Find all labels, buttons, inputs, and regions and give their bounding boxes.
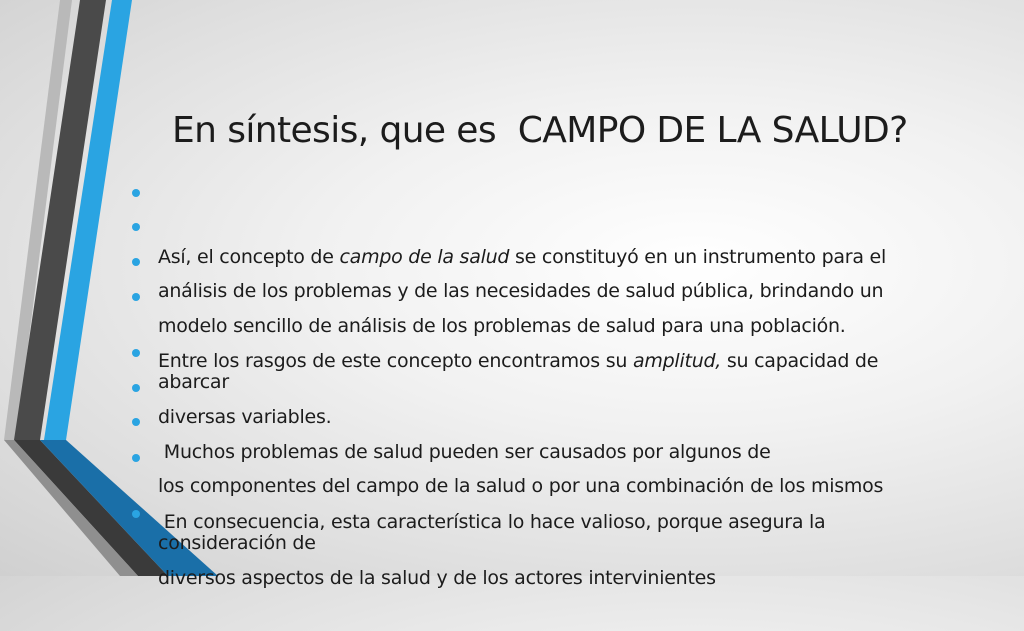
bullet-item xyxy=(130,505,950,631)
bullet-text-part: su capacidad de abarcar xyxy=(158,350,884,393)
bullet-dot-icon xyxy=(132,384,140,392)
bullet-text-part: En consecuencia, esta característica lo hace valioso, porque asegura la consideración de xyxy=(158,511,832,554)
slide-title: En síntesis, que es CAMPO DE LA SALUD? xyxy=(172,110,908,151)
bullet-dot-icon xyxy=(132,223,140,231)
bullet-italic-part: campo de la salud xyxy=(339,246,510,268)
bullet-dot-icon xyxy=(132,510,140,518)
bullet-dot-icon xyxy=(132,349,140,357)
bullet-text-part: análisis de los problemas y de las necesidades de salud pública, brindando un xyxy=(158,280,884,302)
bullet-text-part: Así, el concepto de xyxy=(158,246,340,268)
bullet-dot-icon xyxy=(132,454,140,462)
bullet-text-part: Entre los rasgos de este concepto encontramos su xyxy=(158,350,633,372)
bullet-text-part: modelo sencillo de análisis de los problemas de salud para una población. xyxy=(158,315,846,337)
bullet-dot-icon xyxy=(132,293,140,301)
bullet-italic-part: amplitud, xyxy=(632,350,722,372)
bullet-list xyxy=(130,0,1000,589)
bullet-dot-icon xyxy=(132,418,140,426)
bullet-text-part: diversos aspectos de la salud y de los actores intervinientes xyxy=(158,567,716,589)
bullet-text-part: diversas variables. xyxy=(158,406,332,428)
bullet-text-part: Muchos problemas de salud pueden ser causados por algunos de xyxy=(158,441,771,463)
bullet-text xyxy=(158,568,950,589)
bullet-text-part: se constituyó en un instrumento para el xyxy=(509,246,886,268)
bullet-text-part: los componentes del campo de la salud o por una combinación de los mismos xyxy=(158,475,884,497)
bullet-dot-icon xyxy=(132,258,140,266)
bullet-dot-icon xyxy=(132,189,140,197)
